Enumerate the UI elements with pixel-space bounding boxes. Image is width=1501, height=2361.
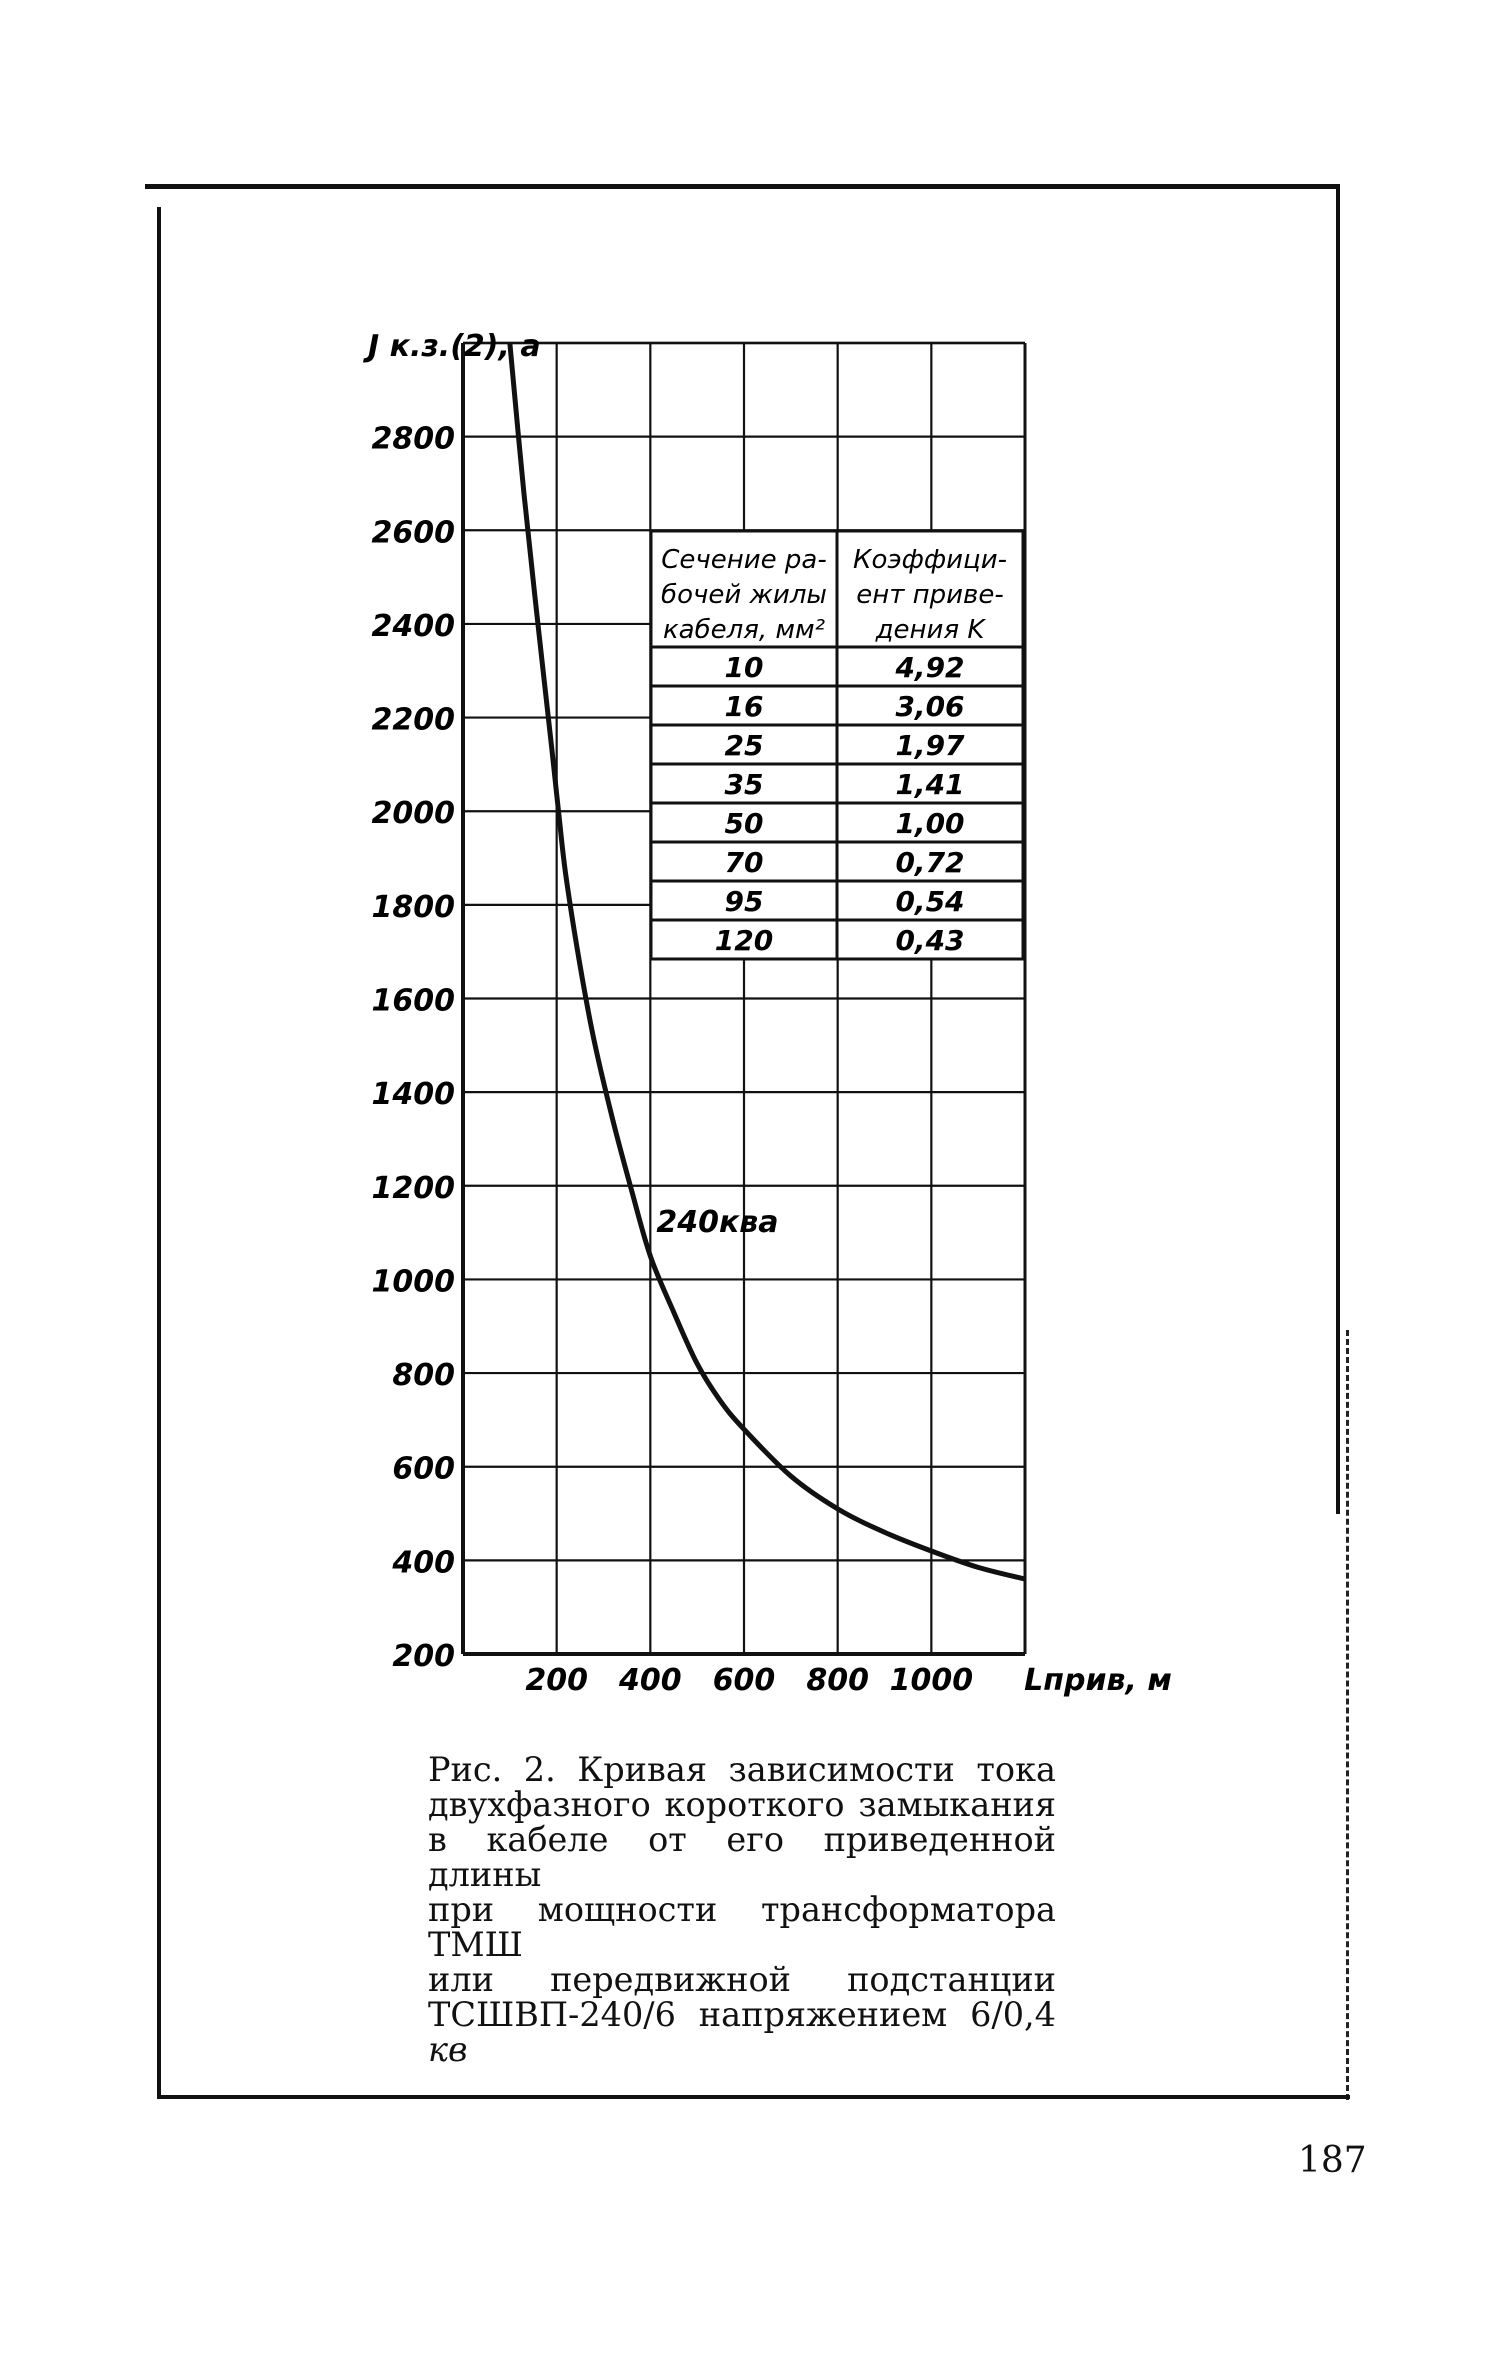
x-tick-label: 800 [806,1663,869,1698]
table-cell-section: 16 [724,690,764,723]
y-tick-label: 1000 [371,1264,455,1300]
page-number: 187 [1298,2140,1367,2181]
table-header-cell: дения K [875,615,985,645]
y-tick-label: 1200 [371,1170,455,1206]
caption-line: ТСШВП-240/6 напряжением 6/0,4 [428,1995,1056,2034]
curve-annotation: 240ква [656,1205,779,1241]
inset-table [651,531,1023,959]
y-tick-label: 2000 [371,796,455,832]
curve-layer [510,343,1025,1579]
table-cell-section: 35 [724,768,764,801]
table-header-cell: Сечение ра- [661,545,827,575]
y-tick-label: 2200 [371,702,455,738]
table-cell-section: 50 [724,807,764,840]
table-cell-coefficient: 1,41 [895,768,965,801]
y-tick-label: 1800 [371,889,455,925]
caption-line: при мощности трансформатора ТМШ [428,1890,1056,1964]
table-cell-section: 10 [724,651,764,684]
y-tick-label: 600 [392,1451,455,1487]
series-curve-240kva [510,343,1025,1579]
table-cell-section: 120 [714,924,774,957]
x-axis-label: Lприв, м [1024,1663,1172,1698]
x-tick-label: 200 [525,1663,588,1698]
table-header-cell: кабеля, мм² [662,615,826,645]
table-cell-section: 70 [724,846,764,879]
y-tick-label: 200 [392,1639,455,1674]
table-cell-coefficient: 0,43 [895,924,965,957]
table-header-cell: ент приве- [856,580,1004,610]
caption-line-last [428,1997,1056,2067]
caption-unit: кв [428,2030,468,2069]
table-cell-coefficient: 4,92 [895,651,965,684]
table-header-cell: Коэффици- [853,545,1007,575]
table-header-cell: бочей жилы [661,580,827,610]
caption-line: Рис. 2. Кривая зависимости тока [428,1750,1056,1789]
caption-line: или передвижной подстанции [428,1960,1056,1999]
x-tick-label: 600 [712,1663,776,1698]
y-tick-label: 800 [392,1358,455,1394]
y-tick-label: 1600 [371,983,455,1019]
y-tick-label: 2400 [371,608,455,644]
figure-caption [428,1752,1056,2067]
caption-line: двухфазного короткого замыкания [428,1785,1056,1824]
table-cell-coefficient: 1,97 [895,729,965,762]
table-cell-coefficient: 0,54 [895,885,965,918]
y-tick-label: 1400 [371,1077,455,1113]
caption-line: в кабеле от его приведенной длины [428,1820,1056,1894]
x-tick-label: 400 [619,1663,682,1698]
frame-bottom-border [157,2095,1350,2099]
table-cell-coefficient: 3,06 [895,690,965,723]
y-tick-label: 2600 [371,515,455,551]
y-tick-label: 400 [392,1545,455,1581]
table-cell-coefficient: 1,00 [895,807,965,840]
table-cell-section: 25 [724,729,764,762]
table-cell-section: 95 [724,885,764,918]
table-cell-coefficient: 0,72 [895,846,965,879]
x-tick-label: 1000 [889,1663,974,1698]
y-axis-label: J к.з.(2), а [368,329,541,364]
y-tick-label: 2800 [371,421,455,457]
